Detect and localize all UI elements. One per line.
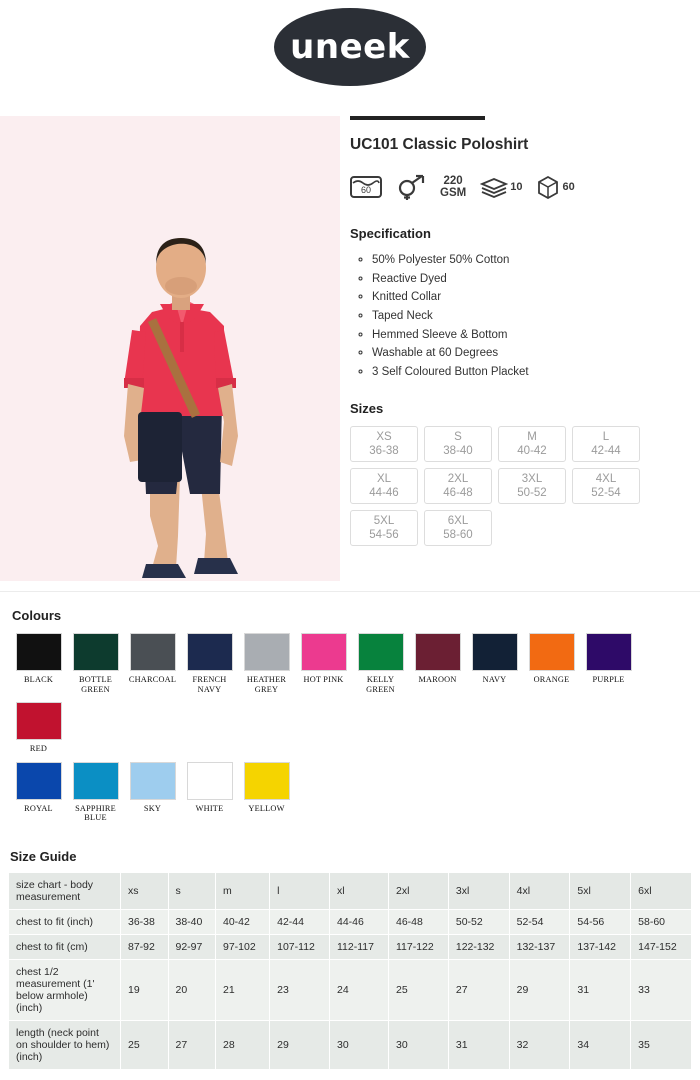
swatch-label: BOTTLE GREEN	[79, 675, 112, 694]
table-header-cell: l	[270, 872, 330, 909]
carton-60-icon	[536, 175, 574, 199]
table-cell: 97-102	[216, 934, 270, 959]
table-cell: 20	[168, 959, 216, 1020]
size-option-6xl[interactable]	[424, 510, 492, 546]
size-range: 52-54	[591, 487, 621, 500]
size-name: 3XL	[521, 473, 543, 485]
logo-ellipse	[274, 8, 426, 86]
table-cell: 44-46	[330, 909, 389, 934]
table-cell: 46-48	[388, 909, 448, 934]
size-name: 2XL	[447, 473, 469, 485]
table-cell: 87-92	[121, 934, 169, 959]
table-cell: 31	[448, 1020, 509, 1069]
swatch-label: ROYAL	[24, 803, 53, 813]
model-illustration	[0, 116, 340, 581]
size-guide-table	[8, 872, 692, 1070]
table-header-cell: 2xl	[388, 872, 448, 909]
table-header-cell: xs	[121, 872, 169, 909]
table-cell: 52-54	[509, 909, 570, 934]
size-option-s[interactable]	[424, 426, 492, 462]
colour-swatch-maroon[interactable]	[409, 633, 466, 694]
swatch-chip	[244, 762, 290, 800]
swatch-chip	[358, 633, 404, 671]
swatch-label: HEATHER GREY	[246, 675, 287, 694]
size-option-xs[interactable]	[350, 426, 418, 462]
table-cell: 92-97	[168, 934, 216, 959]
colour-swatch-sky[interactable]	[124, 762, 181, 823]
size-range: 50-52	[517, 487, 547, 500]
swatch-chip	[586, 633, 632, 671]
title-divider	[350, 116, 485, 120]
specification-list	[350, 251, 686, 381]
brand-logo	[0, 0, 700, 116]
size-option-l[interactable]	[572, 426, 640, 462]
swatch-chip	[130, 762, 176, 800]
sizes-heading: Sizes	[350, 401, 384, 417]
colour-swatch-kelly-green[interactable]	[352, 633, 409, 694]
colour-swatch-royal[interactable]	[10, 762, 67, 823]
colour-swatch-sapphire-blue[interactable]	[67, 762, 124, 823]
size-range: 54-56	[369, 529, 399, 542]
swatch-chip	[16, 702, 62, 740]
table-cell: 40-42	[216, 909, 270, 934]
table-row	[9, 909, 692, 934]
size-name: M	[527, 431, 537, 443]
size-name: 6XL	[447, 515, 469, 527]
size-name: XS	[376, 431, 392, 443]
table-cell: 42-44	[270, 909, 330, 934]
swatch-chip	[415, 633, 461, 671]
size-guide-section	[0, 837, 700, 1080]
colour-swatch-red[interactable]	[10, 702, 67, 754]
table-cell: 54-56	[570, 909, 631, 934]
table-cell: 30	[388, 1020, 448, 1069]
product-overview	[0, 116, 700, 581]
colour-swatch-row-1	[10, 633, 690, 762]
swatch-label: SKY	[143, 803, 162, 813]
table-header-cell: 3xl	[448, 872, 509, 909]
wash-60-icon	[350, 173, 382, 201]
row-label: chest 1/2 measurement (1' below armhole) (inch)	[9, 959, 121, 1020]
unisex-icon	[396, 174, 426, 200]
size-guide-heading: Size Guide	[10, 848, 77, 864]
colour-swatch-bottle-green[interactable]	[67, 633, 124, 694]
table-cell: 50-52	[448, 909, 509, 934]
swatch-label: KELLY GREEN	[366, 675, 395, 694]
size-range: 58-60	[443, 529, 473, 542]
size-option-xl[interactable]	[350, 468, 418, 504]
spec-item: ◦ 50% Polyester 50% Cotton	[372, 251, 686, 270]
table-cell: 147-152	[631, 934, 692, 959]
size-option-5xl[interactable]	[350, 510, 418, 546]
spec-item: ◦ Knitted Collar	[372, 288, 686, 307]
table-cell: 28	[216, 1020, 270, 1069]
table-cell: 19	[121, 959, 169, 1020]
table-cell: 107-112	[270, 934, 330, 959]
colours-heading: Colours	[12, 608, 62, 623]
table-cell: 38-40	[168, 909, 216, 934]
swatch-label: BLACK	[23, 675, 54, 684]
table-cell: 27	[448, 959, 509, 1020]
table-cell: 36-38	[121, 909, 169, 934]
colour-swatch-white[interactable]	[181, 762, 238, 823]
table-cell: 30	[330, 1020, 389, 1069]
table-cell: 112-117	[330, 934, 389, 959]
table-cell: 24	[330, 959, 389, 1020]
row-label: chest to fit (cm)	[9, 934, 121, 959]
table-row	[9, 1020, 692, 1069]
size-name: 5XL	[373, 515, 395, 527]
table-header-cell: s	[168, 872, 216, 909]
table-cell: 23	[270, 959, 330, 1020]
colours-section	[0, 591, 700, 837]
product-info	[340, 116, 700, 546]
swatch-chip	[301, 633, 347, 671]
swatch-label: HOT PINK	[303, 675, 344, 684]
swatch-chip	[187, 633, 233, 671]
swatch-chip	[529, 633, 575, 671]
swatch-label: FRENCH NAVY	[192, 675, 227, 694]
size-name: 4XL	[595, 473, 617, 485]
table-header-cell: xl	[330, 872, 389, 909]
colour-swatch-purple[interactable]	[580, 633, 637, 694]
swatch-label: NAVY	[482, 675, 507, 684]
swatch-label: CHARCOAL	[128, 675, 177, 684]
table-header-cell: 6xl	[631, 872, 692, 909]
spec-item: ◦ Taped Neck	[372, 307, 686, 326]
table-cell: 58-60	[631, 909, 692, 934]
size-name: L	[602, 431, 610, 443]
table-header-row	[9, 872, 692, 909]
swatch-label: YELLOW	[248, 803, 285, 813]
table-cell: 31	[570, 959, 631, 1020]
spec-item: ◦ Washable at 60 Degrees	[372, 344, 686, 363]
table-cell: 21	[216, 959, 270, 1020]
pack-10-icon	[480, 176, 522, 198]
swatch-label: RED	[29, 744, 48, 754]
size-grid	[350, 426, 640, 546]
colour-swatch-hot-pink[interactable]	[295, 633, 352, 694]
table-cell: 29	[509, 959, 570, 1020]
size-option-m[interactable]	[498, 426, 566, 462]
pack-10-label: 10	[510, 180, 523, 193]
table-cell: 33	[631, 959, 692, 1020]
colour-swatch-black[interactable]	[10, 633, 67, 694]
table-cell: 25	[121, 1020, 169, 1069]
svg-text:60: 60	[360, 185, 372, 195]
table-cell: 29	[270, 1020, 330, 1069]
table-cell: 34	[570, 1020, 631, 1069]
colour-swatch-charcoal[interactable]	[124, 633, 181, 694]
swatch-label: MAROON	[418, 675, 457, 684]
swatch-chip	[73, 633, 119, 671]
product-icons	[350, 170, 686, 204]
table-cell: 32	[509, 1020, 570, 1069]
colour-swatch-heather-grey[interactable]	[238, 633, 295, 694]
row-label: chest to fit (inch)	[9, 909, 121, 934]
colour-swatch-orange[interactable]	[523, 633, 580, 694]
table-cell: 27	[168, 1020, 216, 1069]
table-header-cell: 4xl	[509, 872, 570, 909]
product-photo	[0, 116, 340, 581]
table-header-cell: m	[216, 872, 270, 909]
logo-text: uneek	[290, 27, 410, 67]
table-cell: 25	[388, 959, 448, 1020]
swatch-chip	[73, 762, 119, 800]
table-row	[9, 959, 692, 1020]
size-range: 42-44	[591, 445, 621, 458]
size-range: 38-40	[443, 445, 473, 458]
spec-item: ◦ Reactive Dyed	[372, 270, 686, 289]
spec-item: ◦ 3 Self Coloured Button Placket	[372, 363, 686, 382]
table-header-cell: size chart - body measurement	[9, 872, 121, 909]
carton-60-label: 60	[562, 180, 575, 193]
gsm-icon	[440, 175, 466, 199]
specification-heading: Specification	[350, 226, 431, 241]
gsm-label: 220 GSM	[440, 174, 467, 199]
size-option-4xl[interactable]	[572, 468, 640, 504]
table-row	[9, 934, 692, 959]
size-range: 40-42	[517, 445, 547, 458]
swatch-chip	[187, 762, 233, 800]
colour-swatch-yellow[interactable]	[238, 762, 295, 823]
page-title: UC101 Classic Poloshirt	[350, 136, 529, 153]
size-range: 46-48	[443, 487, 473, 500]
size-range: 36-38	[369, 445, 399, 458]
swatch-chip	[16, 762, 62, 800]
row-label: length (neck point on shoulder to hem) (inch)	[9, 1020, 121, 1069]
swatch-label: WHITE	[195, 803, 224, 813]
size-option-2xl[interactable]	[424, 468, 492, 504]
colour-swatch-row-2	[10, 762, 690, 831]
swatch-label: SAPPHIRE BLUE	[75, 803, 116, 823]
size-name: XL	[376, 473, 392, 485]
colour-swatch-french-navy[interactable]	[181, 633, 238, 694]
swatch-chip	[16, 633, 62, 671]
table-cell: 117-122	[388, 934, 448, 959]
swatch-label: ORANGE	[533, 675, 570, 684]
swatch-chip	[244, 633, 290, 671]
swatch-chip	[130, 633, 176, 671]
size-range: 44-46	[369, 487, 399, 500]
table-cell: 122-132	[448, 934, 509, 959]
swatch-chip	[472, 633, 518, 671]
colour-swatch-navy[interactable]	[466, 633, 523, 694]
size-name: S	[454, 431, 462, 443]
swatch-label: PURPLE	[592, 675, 625, 684]
spec-item: ◦ Hemmed Sleeve & Bottom	[372, 326, 686, 345]
size-option-3xl[interactable]	[498, 468, 566, 504]
table-cell: 137-142	[570, 934, 631, 959]
table-header-cell: 5xl	[570, 872, 631, 909]
table-cell: 132-137	[509, 934, 570, 959]
table-cell: 35	[631, 1020, 692, 1069]
